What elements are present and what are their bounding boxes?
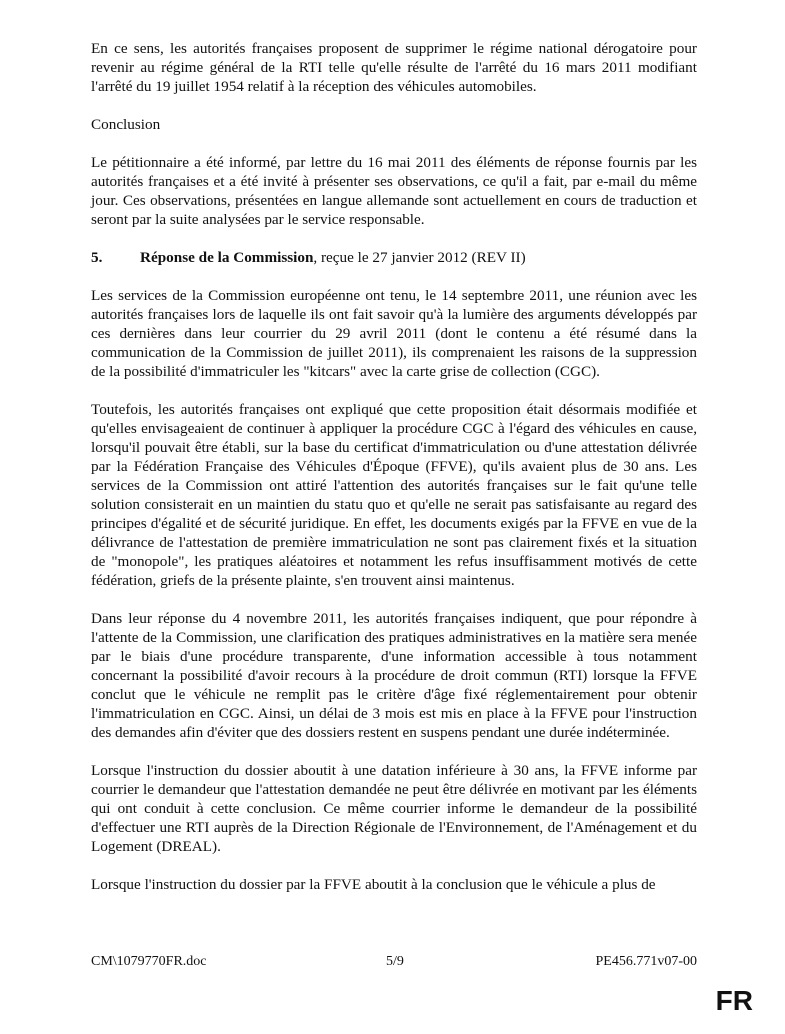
footer-reference: PE456.771v07-00 — [595, 954, 697, 969]
language-badge: FR — [715, 985, 753, 1016]
paragraph-datation: Lorsque l'instruction du dossier aboutit à une datation inférieure à 30 ans, la FFVE informe par courrier le demandeur que l'attestation demandée ne peut être délivrée en motivant par les éléments qui ont conduit à cette conclusion. Ce même courrier informe le demandeur de la possibilité d'effectuer une RTI auprès de la Direction Régionale de l'Environnement, de l'Aménagement et du Logement (DREAL). — [91, 762, 697, 855]
paragraph-meeting: Les services de la Commission européenne ont tenu, le 14 septembre 2011, une réunion avec les autorités françaises lors de laquelle ils ont fait savoir qu'à la lumière des arguments développés par ces dernières dans leur courrier du 29 avril 2011 (dont le contenu a été résumé dans la communication de la Commission de juillet 2011), ils comprenaient les raisons de la suppression de la possibilité d'immatriculer les "kitcars" avec la carte grise de collection (CGC). — [91, 287, 697, 380]
paragraph-regime: En ce sens, les autorités françaises proposent de supprimer le régime national dérogatoire pour revenir au régime général de la RTI telle qu'elle résulte de l'arrêté du 16 mars 2011 modifiant l'arrêté du 19 juillet 1954 relatif à la réception des véhicules automobiles. — [91, 40, 697, 95]
section-subtitle: , reçue le 27 janvier 2012 (REV II) — [313, 249, 526, 266]
page-footer — [91, 954, 697, 970]
section-number: 5. — [91, 249, 103, 266]
section-title: Réponse de la Commission — [140, 249, 314, 266]
section-heading — [91, 248, 697, 267]
paragraph-conclusion: Le pétitionnaire a été informé, par lettre du 16 mai 2011 des éléments de réponse fournis par les autorités françaises et a été invité à présenter ses observations, ce qu'il a fait, par e-mail du même jour. Ces observations, présentées en langue allemande sont actuellement en cours de traduction et seront par la suite analysées par le service responsable. — [91, 154, 697, 228]
paragraph-continued: Lorsque l'instruction du dossier par la FFVE aboutit à la conclusion que le véhicule a plus de — [91, 876, 656, 893]
document-page — [91, 39, 697, 913]
paragraph-reponse-novembre: Dans leur réponse du 4 novembre 2011, les autorités françaises indiquent, que pour répondre à l'attente de la Commission, une clarification des pratiques administratives en la matière sera menée par le biais d'une procédure transparente, d'une information accessible à tous notamment concernant la possibilité d'avoir recours à la procédure de droit commun (RTI) lorsque la FFVE conclut que le véhicule ne remplit pas le critère d'âge fixé réglementairement pour obtenir l'immatriculation en CGC. Ainsi, un délai de 3 mois est mis en place à la FFVE pour l'instruction des demandes afin d'éviter que des dossiers restent en suspens pendant une durée indéterminée. — [91, 610, 697, 741]
footer-page-number: 5/9 — [386, 954, 404, 969]
conclusion-heading: Conclusion — [91, 116, 161, 133]
paragraph-toutefois: Toutefois, les autorités françaises ont expliqué que cette proposition était désormais modifiée et qu'elles envisageaient de continuer à appliquer la procédure CGC à l'égard des véhicules en cause, lorsqu'il pouvait être établi, sur la base du certificat d'immatriculation ou d'une attestation délivrée par la Fédération Française des Véhicules d'Époque (FFVE), qu'ils avaient plus de 30 ans. Les services de la Commission ont attiré l'attention des autorités françaises sur le fait qu'une telle solution consisterait en un maintien du statu quo et qu'elle ne serait pas satisfaisante au regard des principes d'égalité et de sécurité juridique. En effet, les documents exigés par la FFVE en vue de la délivrance de l'attestation de première immatriculation ne sont pas clairement fixés et la situation de "monopole", les pratiques aléatoires et notamment les refus insuffisamment motivés de cette fédération, griefs de la présente plainte, s'en trouvent ainsi maintenus. — [91, 401, 697, 589]
footer-filename: CM\1079770FR.doc — [91, 954, 207, 969]
